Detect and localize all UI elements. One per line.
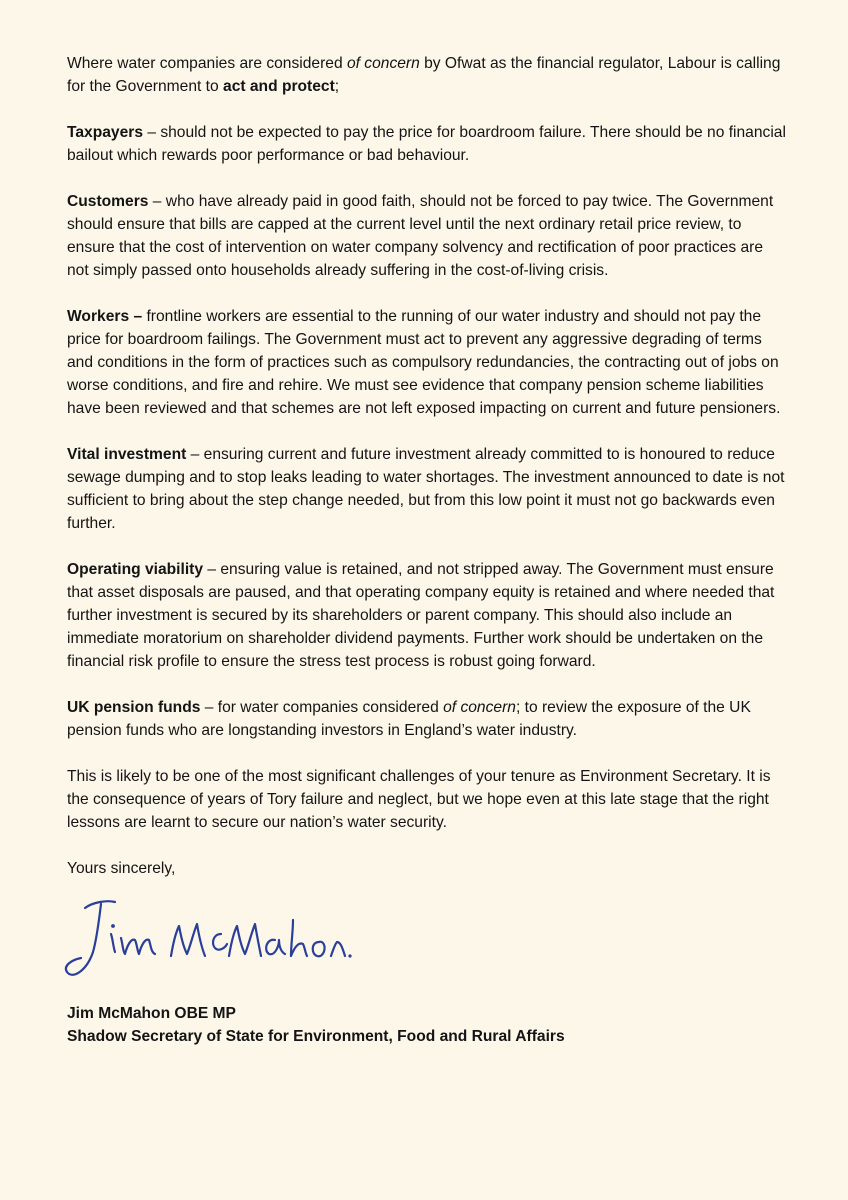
- signatory-name: Jim McMahon OBE MP: [67, 1005, 236, 1022]
- conclusion-paragraph: This is likely to be one of the most significant challenges of your tenure as Environment Secretary. It is the consequence of years of Tory failure and neglect, but we hope even at this late stage that the right lessons are learnt to secure our nation’s water security.: [67, 768, 771, 831]
- intro-strong: act and protect: [223, 78, 335, 95]
- handwritten-signature: [53, 880, 353, 990]
- section-text: – for water companies considered: [200, 699, 444, 716]
- intro-emphasis: of concern: [346, 55, 420, 72]
- section-text: – should not be expected to pay the price for boardroom failure. There should be no financial bailout which rewards poor performance or bad behaviour.: [67, 124, 786, 164]
- intro-text-1: Where water companies are considered: [67, 55, 347, 72]
- section-operating-viability: [67, 558, 787, 673]
- section-emphasis: of concern: [443, 699, 516, 716]
- section-heading: Vital investment: [67, 446, 187, 463]
- section-vital-investment: [67, 443, 787, 535]
- section-heading: Customers: [67, 193, 149, 210]
- section-heading: Taxpayers: [67, 124, 143, 141]
- section-workers: [67, 305, 787, 420]
- intro-text-2: by Ofwat as the financial regulator, Labour is calling for the Government to: [67, 55, 781, 95]
- section-uk-pension-funds: [67, 696, 787, 742]
- signature-graphic: [53, 880, 353, 990]
- intro-paragraph: [67, 52, 787, 98]
- section-text: – who have already paid in good faith, should not be forced to pay twice. The Government should ensure that bills are capped at the current level until the next ordinary retail price review, to ensure that the cost of intervention on water company solvency and rectification of poor practices are not simply passed onto households already suffering in the cost-of-living crisis.: [67, 193, 774, 279]
- intro-text-3: ;: [334, 78, 340, 95]
- closing-salutation: Yours sincerely,: [67, 860, 176, 877]
- section-heading: Operating viability: [67, 561, 204, 578]
- section-text: – ensuring current and future investment already committed to is honoured to reduce sewage dumping and to stop leaks leading to water shortages. The investment announced to date is not sufficient to bring about the step change needed, but from this low point it must not go backwards even further.: [67, 446, 785, 532]
- section-heading: UK pension funds: [67, 699, 201, 716]
- section-customers: [67, 190, 787, 282]
- section-text: ; to review the exposure of the UK pension funds who are longstanding investors in England’s water industry.: [67, 699, 751, 739]
- section-heading: Workers –: [67, 308, 143, 325]
- letter-page: [67, 52, 787, 1048]
- section-text: frontline workers are essential to the running of our water industry and should not pay the price for boardroom failings. The Government must act to prevent any aggressive degrading of terms and conditions in the form of practices such as compulsory redundancies, the contracting out of jobs on worse conditions, and fire and rehire. We must see evidence that company pension scheme liabilities have been reviewed and that schemes are not left exposed impacting on current and future pensioners.: [67, 308, 781, 417]
- section-text: – ensuring value is retained, and not stripped away. The Government must ensure that asset disposals are paused, and that operating company equity is retained and where needed that further investment is secured by its shareholders or parent company. This should also include an immediate moratorium on shareholder dividend payments. Further work should be undertaken on the financial risk profile to ensure the stress test process is robust going forward.: [67, 561, 775, 670]
- section-taxpayers: [67, 121, 787, 167]
- signatory-title: Shadow Secretary of State for Environment, Food and Rural Affairs: [67, 1028, 565, 1045]
